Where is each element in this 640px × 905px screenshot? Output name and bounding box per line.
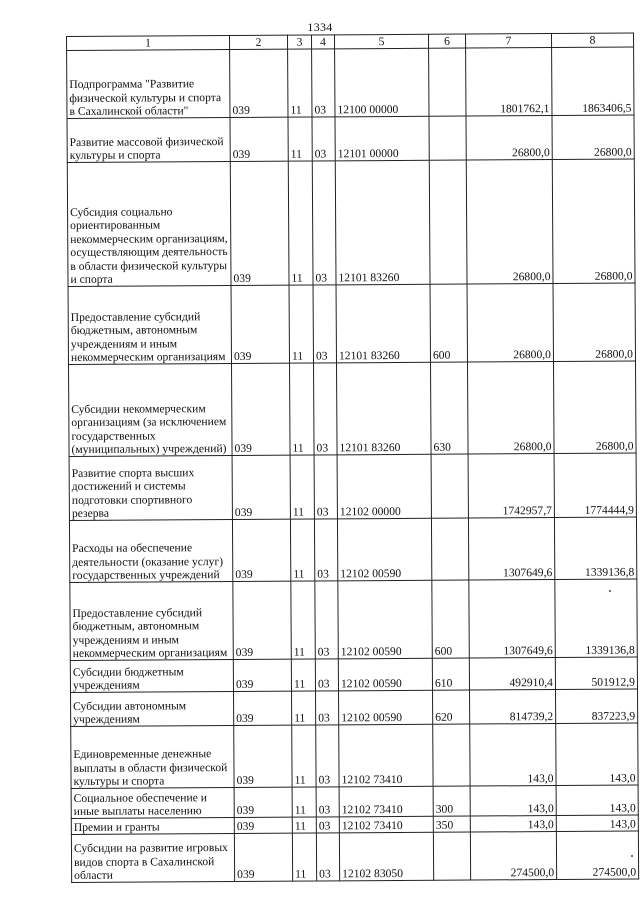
column-header-3: 3 xyxy=(287,35,311,50)
row-expense-type: 610 xyxy=(432,658,469,690)
row-value-7: 143,0 xyxy=(470,724,556,787)
table-row xyxy=(71,689,638,726)
table-row xyxy=(67,47,634,118)
row-value-8: 143,0 xyxy=(556,723,638,785)
row-value-7: 1307649,6 xyxy=(468,518,554,581)
row-name: Развитие массовой физической культуры и спорта xyxy=(67,118,230,163)
column-header-2: 2 xyxy=(230,35,288,50)
row-section: 11 xyxy=(289,285,313,363)
row-article: 12101 83260 xyxy=(335,161,430,286)
row-name: Субсидии бюджетным учреждениям xyxy=(70,660,233,693)
row-value-7: 143,0 xyxy=(470,786,556,817)
row-article: 12102 00590 xyxy=(338,659,432,692)
row-code: 039 xyxy=(233,582,291,660)
column-header-1: 1 xyxy=(67,36,230,51)
table-row xyxy=(67,115,634,162)
row-section: 11 xyxy=(290,519,314,581)
row-code: 039 xyxy=(234,692,292,726)
row-value-8: 837223,9 xyxy=(556,689,638,724)
row-name: Субсидии некоммерческим организациям (за исключением государственных (муниципальных) учреждений) xyxy=(69,364,233,457)
row-value-8: 26800,0 xyxy=(552,159,635,283)
scan-speck xyxy=(609,590,611,592)
row-code: 039 xyxy=(230,162,289,286)
row-name: Предоставление субсидий бюджетным, автономным учреждениям и иным некоммерческим организациям xyxy=(70,582,233,661)
row-section: 11 xyxy=(290,455,314,519)
row-value-8: 143,0 xyxy=(556,785,638,816)
row-article: 12101 00000 xyxy=(335,117,429,162)
table-row xyxy=(71,785,638,818)
row-code: 039 xyxy=(230,50,288,118)
row-value-7: 26800,0 xyxy=(467,284,553,363)
row-code: 039 xyxy=(231,286,289,364)
row-value-7: 1742957,7 xyxy=(468,454,554,519)
row-name: Развитие спорта высших достижений и системы подготовки спортивного резерва xyxy=(69,456,232,521)
column-header-4: 4 xyxy=(311,35,334,50)
table-row xyxy=(68,283,635,364)
row-article: 12101 83260 xyxy=(336,285,430,364)
row-name: Социальное обеспечение и иные выплаты населению xyxy=(71,788,234,819)
row-name: Субсидии на развитие игровых видов спорта в Сахалинской области xyxy=(71,834,234,883)
row-expense-type xyxy=(431,518,468,580)
row-expense-type: 350 xyxy=(433,816,470,832)
row-section: 11 xyxy=(288,161,313,285)
row-expense-type xyxy=(433,724,470,786)
row-value-8: 26800,0 xyxy=(553,283,635,361)
row-subsection: 03 xyxy=(314,519,337,581)
table-row xyxy=(71,723,638,788)
row-section: 11 xyxy=(288,49,312,117)
row-name: Предоставление субсидий бюджетным, автономным учреждениям и иным некоммерческим организациям xyxy=(68,286,231,365)
column-header-6: 6 xyxy=(428,34,465,49)
row-article: 12100 00000 xyxy=(335,49,429,118)
row-subsection: 03 xyxy=(314,363,338,455)
row-subsection: 03 xyxy=(315,581,338,659)
row-expense-type xyxy=(429,48,466,116)
row-value-8: 1774444,9 xyxy=(554,453,636,517)
row-value-7: 143,0 xyxy=(470,816,556,833)
row-article: 12102 73410 xyxy=(339,725,433,788)
row-value-8: 1339136,8 xyxy=(554,517,636,579)
row-code: 039 xyxy=(232,364,291,456)
table-row xyxy=(71,831,638,882)
column-header-8: 8 xyxy=(551,33,633,48)
row-value-7: 26800,0 xyxy=(466,116,552,161)
row-expense-type: 600 xyxy=(430,284,467,362)
row-expense-type: 630 xyxy=(431,362,469,454)
row-article: 12102 00590 xyxy=(337,519,431,582)
row-code: 039 xyxy=(233,660,291,692)
table-row xyxy=(69,453,636,520)
row-value-7: 26800,0 xyxy=(466,160,553,285)
row-value-7: 492910,4 xyxy=(469,658,555,691)
table-row xyxy=(69,361,637,456)
row-subsection: 03 xyxy=(316,787,339,817)
row-article: 12102 73410 xyxy=(339,787,433,818)
row-article: 12102 00590 xyxy=(339,691,433,726)
row-value-7: 1801762,1 xyxy=(466,48,552,117)
row-article: 12102 00590 xyxy=(338,581,432,660)
row-value-8: 26800,0 xyxy=(554,361,637,453)
row-name: Подпрограмма "Развитие физической культуры и спорта в Сахалинской области" xyxy=(67,50,230,119)
row-value-7: 26800,0 xyxy=(468,362,555,455)
row-subsection: 03 xyxy=(316,691,339,725)
row-value-7: 814739,2 xyxy=(470,690,556,725)
row-expense-type xyxy=(429,116,466,160)
column-header-5: 5 xyxy=(334,34,428,49)
row-value-7: 1307649,6 xyxy=(469,580,555,659)
row-subsection: 03 xyxy=(313,285,336,363)
row-subsection: 03 xyxy=(316,817,339,833)
page-number: 1334 xyxy=(307,20,333,34)
row-section: 11 xyxy=(290,363,315,455)
row-section: 11 xyxy=(292,691,316,725)
row-expense-type xyxy=(429,160,467,284)
row-subsection: 03 xyxy=(312,117,335,161)
row-code: 039 xyxy=(232,520,290,582)
row-code: 039 xyxy=(234,788,292,818)
row-subsection: 03 xyxy=(312,49,335,117)
row-code: 039 xyxy=(234,818,292,834)
row-section: 11 xyxy=(292,725,316,787)
table-row xyxy=(69,517,636,582)
row-name: Премии и гранты xyxy=(71,818,234,835)
row-subsection: 03 xyxy=(312,161,336,285)
row-code: 039 xyxy=(232,456,290,520)
row-name: Субсидии автономным учреждениям xyxy=(71,692,234,727)
row-subsection: 03 xyxy=(316,833,339,881)
row-article: 12102 83050 xyxy=(339,833,433,882)
row-subsection: 03 xyxy=(316,725,339,787)
budget-table xyxy=(66,33,639,884)
row-value-8: 274500,0 xyxy=(556,831,638,880)
row-section: 11 xyxy=(288,117,312,161)
row-value-8: 1863406,5 xyxy=(552,47,634,115)
row-section: 11 xyxy=(291,659,315,691)
row-expense-type: 300 xyxy=(433,786,470,816)
row-value-8: 501912,9 xyxy=(555,657,637,690)
row-name: Расходы на обеспечение деятельности (оказание услуг) государственных учреждений xyxy=(69,520,232,583)
scan-speck xyxy=(631,855,633,857)
row-name: Субсидия социально ориентированным некоммерческим организациям, осуществляющим деятельность в области физической культуры и спорта xyxy=(67,162,231,287)
table-row xyxy=(67,159,635,286)
row-expense-type: 600 xyxy=(432,580,469,658)
row-subsection: 03 xyxy=(315,659,338,691)
row-article: 12102 73410 xyxy=(339,817,433,834)
row-section: 11 xyxy=(292,817,316,833)
column-header-7: 7 xyxy=(465,34,551,49)
row-section: 11 xyxy=(292,833,316,881)
row-value-8: 1339136,8 xyxy=(555,579,637,657)
table-row xyxy=(70,579,637,660)
row-expense-type: 620 xyxy=(433,690,470,724)
row-subsection: 03 xyxy=(314,455,337,519)
row-value-8: 143,0 xyxy=(556,815,638,832)
row-code: 039 xyxy=(234,726,292,788)
row-code: 039 xyxy=(234,834,292,882)
row-expense-type xyxy=(433,832,470,880)
row-article: 12101 83260 xyxy=(337,363,432,456)
row-value-7: 274500,0 xyxy=(470,832,556,881)
row-section: 11 xyxy=(292,787,316,817)
row-article: 12102 00000 xyxy=(337,455,431,520)
row-code: 039 xyxy=(230,118,288,162)
row-name: Единовременные денежные выплаты в области физической культуры и спорта xyxy=(71,726,234,789)
row-value-8: 26800,0 xyxy=(552,115,634,160)
row-section: 11 xyxy=(291,581,315,659)
table-row xyxy=(70,657,637,692)
row-expense-type xyxy=(431,454,468,518)
